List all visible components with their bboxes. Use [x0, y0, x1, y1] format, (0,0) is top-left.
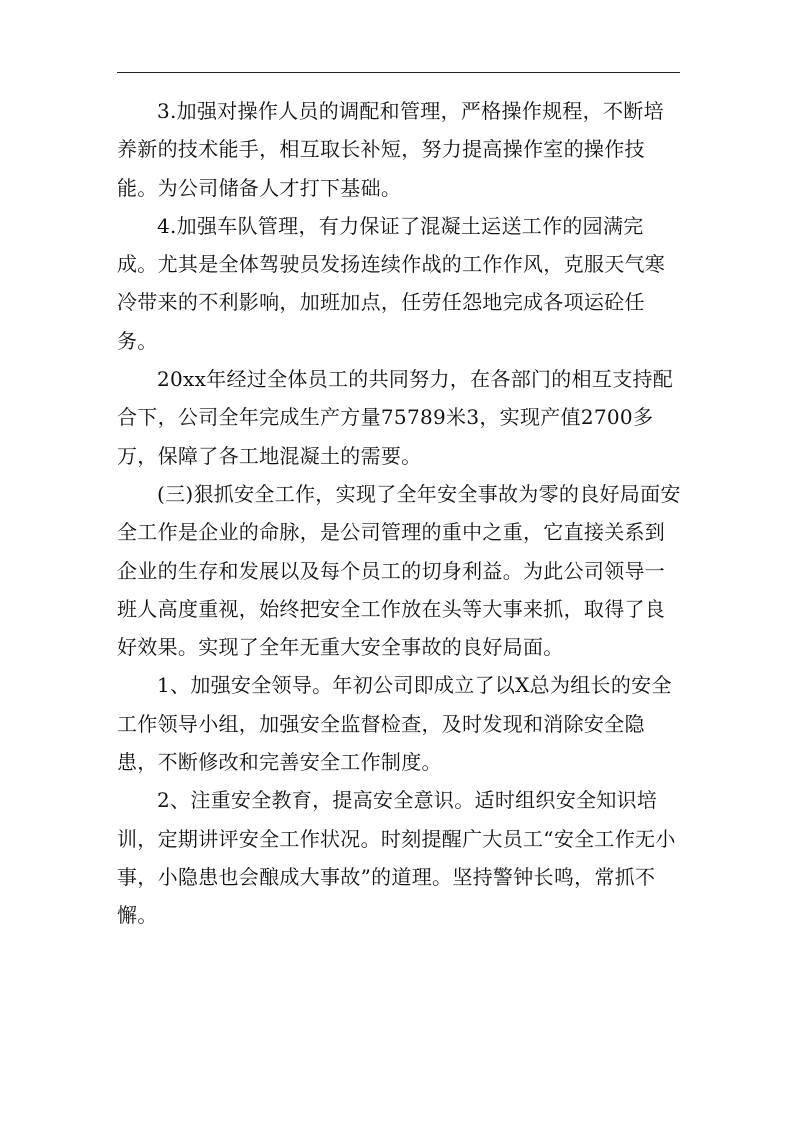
paragraph-safety-education: 2、注重安全教育，提高安全意识。适时组织安全知识培训，定期讲评安全工作状况。时刻提醒广大员工“安全工作无小事，小隐患也会酿成大事故”的道理。坚持警钟长鸣，常抓不懈。 [117, 788, 676, 928]
document-body [117, 92, 681, 935]
header-divider [117, 72, 680, 73]
paragraph-fleet-management: 4.加强车队管理，有力保证了混凝土运送工作的园满完成。尤其是全体驾驶员发扬连续作战的工作作风，克服天气寒冷带来的不利影响，加班加点，任劳任怨地完成各项运砼任务。 [117, 213, 666, 353]
paragraph-safety-leadership: 1、加强安全领导。年初公司即成立了以X总为组长的安全工作领导小组，加强安全监督检查，及时发现和消除安全隐患，不断修改和完善安全工作制度。 [117, 673, 672, 775]
paragraph-operator-management: 3.加强对操作人员的调配和管理，严格操作规程，不断培养新的技术能手，相互取长补短，努力提高操作室的操作技能。为公司储备人才打下基础。 [117, 99, 664, 200]
paragraph-safety-work: (三)狠抓安全工作，实现了全年安全事故为零的良好局面安全工作是企业的命脉，是公司管理的重中之重，它直接关系到企业的生存和发展以及每个员工的切身利益。为此公司领导一班人高度重视，始终把安全工作放在头等大事来抓，取得了良好效果。实现了全年无重大安全事故的良好局面。 [117, 481, 681, 660]
paragraph-annual-output: 20xx年经过全体员工的共同努力，在各部门的相互支持配合下，公司全年完成生产方量75789米3，实现产值2700多万，保障了各工地混凝土的需要。 [117, 367, 674, 468]
